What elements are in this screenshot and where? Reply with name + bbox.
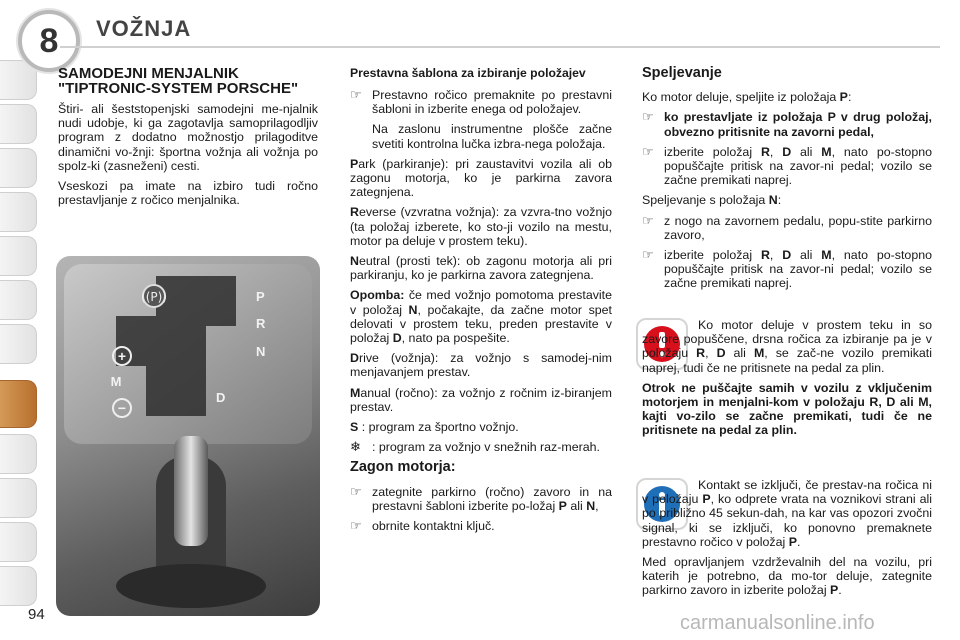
manual-mode-paragraph: Manual (ročno): za vožnjo z ročnim iz-biranjem prestav. — [350, 385, 612, 414]
chapter-tab[interactable] — [0, 280, 37, 320]
reverse-paragraph: Reverse (vzvratna vožnja): za vzvra-tno vožnjo (ta položaj izberete, ko sto-ji vozilo na mestu, motor pa deluje v prostem teku). — [350, 205, 612, 248]
chapter-tab-active[interactable] — [0, 380, 37, 428]
hand-pointer-icon: ☞ — [350, 518, 362, 534]
pulling-away-intro: Ko motor deluje, speljite iz položaja P: — [642, 90, 852, 105]
neutral-paragraph: Neutral (prosti tek): ob zagonu motorja ali pri parkiranju, ko je parkirna zavora zategnjena. — [350, 254, 612, 283]
pulling-away-heading: Speljevanje — [642, 65, 722, 81]
chapter-tab[interactable] — [0, 104, 37, 144]
chapter-tab[interactable] — [0, 324, 37, 364]
p-label: P — [256, 289, 265, 304]
n-label: N — [256, 344, 266, 359]
start-heading: Zagon motorja: — [350, 459, 456, 476]
maintenance-text: Med opravljanjem vzdrževalnih del na vozilu, pri katerih je potrebno, da mo-tor deluje, zategnite parkirno zavoro in izberite položaj P. — [642, 555, 932, 598]
chapter-tab[interactable] — [0, 566, 37, 606]
info-text: Kontakt se izključi, če prestav-na ročica ni v položaju P, ko odprete vrata na voznikovi strani ali po približno 45 sekun-dah, na kar vas opozori zvočni signal, ki se izključi, ko ponovno premaknete prestavno ročico v položaj P. — [642, 478, 932, 549]
gate-heading: Prestavna šablona za izbiranje položajev — [350, 66, 586, 80]
m-label: M — [110, 374, 122, 389]
list-item: ☞ obrnite kontaktni ključ. — [350, 518, 495, 534]
list-item: ☞ ko prestavljate iz položaja P v drug položaj, obvezno pritisnite na zavorni pedal, — [642, 109, 932, 139]
chapter-tab[interactable] — [0, 192, 37, 232]
hand-pointer-icon: ☞ — [642, 143, 654, 159]
chapter-tab[interactable] — [0, 148, 37, 188]
snow-item: ❄ : program za vožnjo v snežnih raz-merah. — [350, 439, 600, 455]
watermark: carmanualsonline.info — [680, 612, 875, 634]
list-item: ☞ Prestavno ročico premaknite po prestavni šabloni in izberite enega od položajev. — [350, 87, 612, 117]
gear-selector-photo — [56, 256, 320, 616]
plus-label: + — [117, 348, 127, 364]
indicator-paragraph: Na zaslonu instrumentne plošče začne svetiti kontrolna lučka izbra-nega položaja. — [372, 122, 612, 151]
chapter-tab[interactable] — [0, 434, 37, 474]
list-item: ☞ izberite položaj R, D ali M, nato po-stopno popuščajte pritisk na zavor-ni pedal; vozilo se začne premikati naprej. — [642, 247, 932, 291]
chapter-number: 8 — [18, 10, 80, 72]
header-divider — [60, 46, 940, 48]
chapter-tab[interactable] — [0, 236, 37, 276]
middle-column — [350, 66, 612, 539]
page-title: VOŽNJA — [96, 16, 192, 41]
minus-label: − — [117, 400, 127, 416]
note-paragraph: Opomba: če med vožnjo pomotoma prestavite v položaj N, počakajte, da začne motor spet delovati v prostem teku, preden prestavite v položaj D, nato pa pospešite. — [350, 288, 612, 346]
svg-text:((P)): ((P)) — [141, 290, 167, 304]
sport-paragraph: S : program za športno vožnjo. — [350, 420, 519, 435]
left-column — [58, 66, 318, 213]
list-item: ☞ zategnite parkirno (ročno) zavoro in na prestavni šabloni izberite po-ložaj P ali N, — [350, 483, 612, 513]
manual-paragraph: Vseskozi pa imate na izbiro tudi ročno prestavljanje z ročico menjalnika. — [58, 179, 318, 208]
list-item: ☞ z nogo na zavornem pedalu, popu-stite parkirno zavoro, — [642, 212, 932, 242]
info-block — [642, 478, 932, 604]
d-label: D — [216, 390, 226, 405]
neutral-intro: Speljevanje s položaja N: — [642, 193, 782, 208]
park-paragraph: Park (parkiranje): pri zaustavitvi vozila ali ob zagonu motorja, ko je parkirna zavora zategnjena. — [350, 156, 612, 200]
r-label: R — [256, 316, 266, 331]
hand-pointer-icon: ☞ — [350, 87, 362, 102]
gear-selector-illustration — [56, 256, 320, 616]
drive-paragraph: Drive (vožnja): za vožnjo s samodej-nim menjavanjem prestav. — [350, 351, 612, 380]
warning-text: Ko motor deluje v prostem teku in so zavore popuščene, drsna ročica za izbiranje pa je v položaju R, D ali M, se zač-ne vozilo premikati naprej, tudi če ne pritisnete na pedal za plin. — [642, 318, 932, 375]
hand-pointer-icon: ☞ — [642, 212, 654, 228]
section-heading: SAMODEJNI MENJALNIK "TIPTRONIC-SYSTEM PORSCHE" — [58, 65, 299, 97]
list-item: ☞ izberite položaj R, D ali M, nato po-stopno popuščajte pritisk na zavor-ni pedal; vozilo se začne premikati naprej. — [642, 143, 932, 188]
hand-pointer-icon: ☞ — [642, 247, 654, 263]
page-number: 94 — [28, 606, 45, 623]
warning-block — [642, 318, 932, 444]
hand-pointer-icon: ☞ — [350, 483, 362, 499]
hand-pointer-icon: ☞ — [642, 109, 654, 125]
chapter-tabs — [0, 60, 40, 620]
chapter-tab[interactable] — [0, 522, 37, 562]
warning-children: Otrok ne puščajte samih v vozilu z vključenim motorjem in menjalni-kom v položaju R, D ali M, kajti vo-zilo se začne premikati, tudi če ne pritisnete na pedal za plin. — [642, 380, 932, 438]
chapter-tab[interactable] — [0, 478, 37, 518]
right-column — [642, 66, 932, 297]
snowflake-icon: ❄ — [350, 439, 361, 455]
intro-paragraph: Štiri- ali šeststopenjski samodejni me-njalnik nudi udobje, ki ga zagotavlja samoprilagodljiv program z dodatno možnostjo prilagoditve dinamični vo-žnji: športna vožnja ali vožnja po spolz-ki (zasneženi) cesti. — [58, 102, 318, 173]
